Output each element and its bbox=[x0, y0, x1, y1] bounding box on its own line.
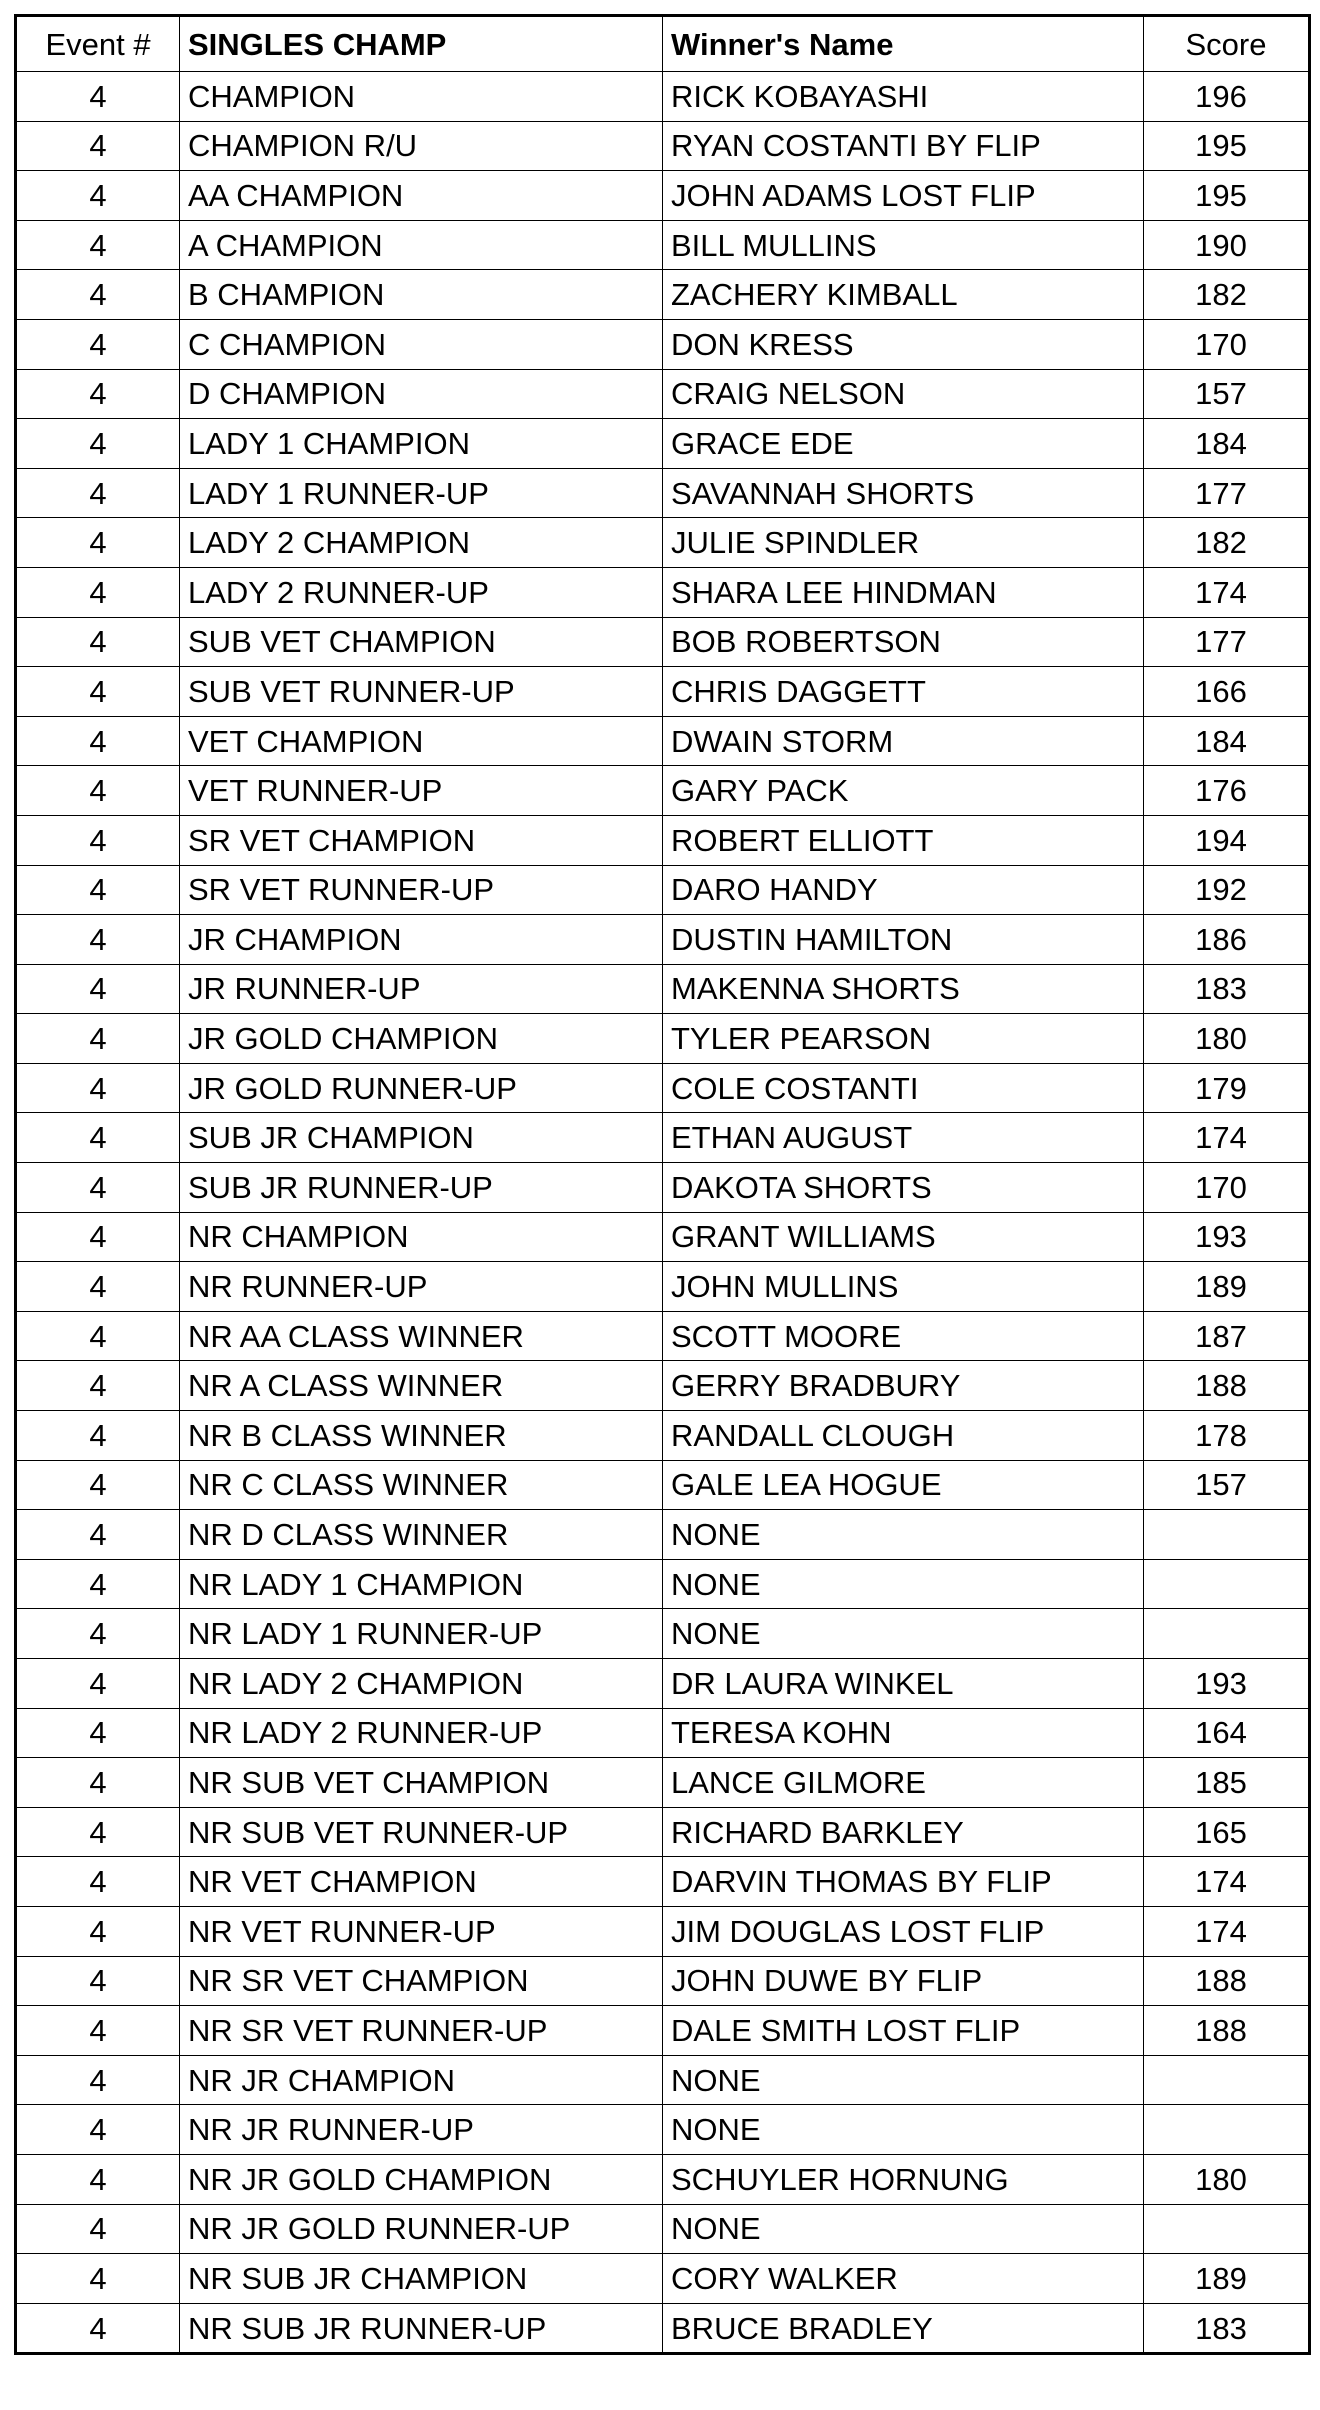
winner-name-cell: DARVIN THOMAS BY FLIP bbox=[663, 1857, 1144, 1907]
class-name-cell: A CHAMPION bbox=[180, 220, 663, 270]
table-row bbox=[16, 617, 1310, 667]
event-number-cell: 4 bbox=[16, 468, 180, 518]
score-cell: 195 bbox=[1144, 121, 1310, 171]
class-name-cell: NR VET RUNNER-UP bbox=[180, 1906, 663, 1956]
event-number-cell: 4 bbox=[16, 1113, 180, 1163]
score-cell: 180 bbox=[1144, 2154, 1310, 2204]
score-cell: 187 bbox=[1144, 1311, 1310, 1361]
results-table bbox=[14, 14, 1311, 2355]
winner-name-cell: ETHAN AUGUST bbox=[663, 1113, 1144, 1163]
score-cell: 174 bbox=[1144, 1113, 1310, 1163]
class-name-cell: NR RUNNER-UP bbox=[180, 1262, 663, 1312]
score-cell: 179 bbox=[1144, 1063, 1310, 1113]
class-name-cell: NR SR VET RUNNER-UP bbox=[180, 2006, 663, 2056]
class-name-cell: NR C CLASS WINNER bbox=[180, 1460, 663, 1510]
event-number-cell: 4 bbox=[16, 1510, 180, 1560]
score-cell bbox=[1144, 1510, 1310, 1560]
score-cell: 174 bbox=[1144, 1857, 1310, 1907]
winner-name-cell: DARO HANDY bbox=[663, 865, 1144, 915]
score-cell: 183 bbox=[1144, 2303, 1310, 2354]
score-cell: 164 bbox=[1144, 1708, 1310, 1758]
class-name-cell: NR A CLASS WINNER bbox=[180, 1361, 663, 1411]
event-number-cell: 4 bbox=[16, 1361, 180, 1411]
winner-name-cell: LANCE GILMORE bbox=[663, 1758, 1144, 1808]
event-number-cell: 4 bbox=[16, 2204, 180, 2254]
score-cell: 183 bbox=[1144, 964, 1310, 1014]
event-number-cell: 4 bbox=[16, 171, 180, 221]
winner-name-cell: GRANT WILLIAMS bbox=[663, 1212, 1144, 1262]
table-row bbox=[16, 1559, 1310, 1609]
table-row bbox=[16, 121, 1310, 171]
class-name-cell: JR GOLD CHAMPION bbox=[180, 1014, 663, 1064]
class-name-cell: LADY 1 CHAMPION bbox=[180, 419, 663, 469]
class-name-cell: NR JR GOLD RUNNER-UP bbox=[180, 2204, 663, 2254]
score-cell: 174 bbox=[1144, 567, 1310, 617]
score-cell: 165 bbox=[1144, 1807, 1310, 1857]
winner-name-cell: BRUCE BRADLEY bbox=[663, 2303, 1144, 2354]
header-row bbox=[16, 16, 1310, 72]
class-name-cell: JR RUNNER-UP bbox=[180, 964, 663, 1014]
class-name-cell: SUB VET RUNNER-UP bbox=[180, 667, 663, 717]
score-cell: 176 bbox=[1144, 766, 1310, 816]
event-number-cell: 4 bbox=[16, 220, 180, 270]
winner-name-cell: RICHARD BARKLEY bbox=[663, 1807, 1144, 1857]
event-number-cell: 4 bbox=[16, 319, 180, 369]
winner-name-cell: SCHUYLER HORNUNG bbox=[663, 2154, 1144, 2204]
event-number-cell: 4 bbox=[16, 2006, 180, 2056]
winner-name-cell: SCOTT MOORE bbox=[663, 1311, 1144, 1361]
table-row bbox=[16, 2105, 1310, 2155]
winner-name-cell: CHRIS DAGGETT bbox=[663, 667, 1144, 717]
table-row bbox=[16, 1311, 1310, 1361]
class-name-cell: LADY 1 RUNNER-UP bbox=[180, 468, 663, 518]
event-number-cell: 4 bbox=[16, 419, 180, 469]
winner-name-cell: SAVANNAH SHORTS bbox=[663, 468, 1144, 518]
class-name-cell: NR LADY 1 RUNNER-UP bbox=[180, 1609, 663, 1659]
class-name-cell: NR AA CLASS WINNER bbox=[180, 1311, 663, 1361]
winner-name-cell: COLE COSTANTI bbox=[663, 1063, 1144, 1113]
event-number-cell: 4 bbox=[16, 1063, 180, 1113]
class-name-cell: SR VET CHAMPION bbox=[180, 815, 663, 865]
winner-name-cell: NONE bbox=[663, 2105, 1144, 2155]
table-row bbox=[16, 171, 1310, 221]
class-name-cell: VET RUNNER-UP bbox=[180, 766, 663, 816]
class-name-cell: NR B CLASS WINNER bbox=[180, 1411, 663, 1461]
score-cell: 177 bbox=[1144, 468, 1310, 518]
event-number-cell: 4 bbox=[16, 1212, 180, 1262]
winner-name-cell: NONE bbox=[663, 1559, 1144, 1609]
winner-name-cell: SHARA LEE HINDMAN bbox=[663, 567, 1144, 617]
score-cell: 177 bbox=[1144, 617, 1310, 667]
winner-name-cell: DON KRESS bbox=[663, 319, 1144, 369]
event-number-cell: 4 bbox=[16, 1659, 180, 1709]
event-number-cell: 4 bbox=[16, 1857, 180, 1907]
class-name-cell: NR JR CHAMPION bbox=[180, 2055, 663, 2105]
class-name-cell: JR CHAMPION bbox=[180, 915, 663, 965]
class-name-cell: NR LADY 1 CHAMPION bbox=[180, 1559, 663, 1609]
score-cell: 188 bbox=[1144, 1956, 1310, 2006]
score-cell bbox=[1144, 2105, 1310, 2155]
class-name-cell: NR SUB JR CHAMPION bbox=[180, 2254, 663, 2304]
winner-name-cell: ZACHERY KIMBALL bbox=[663, 270, 1144, 320]
winner-name-cell: DAKOTA SHORTS bbox=[663, 1163, 1144, 1213]
event-number-cell: 4 bbox=[16, 1163, 180, 1213]
event-number-cell: 4 bbox=[16, 1906, 180, 1956]
winner-name-cell: JOHN DUWE BY FLIP bbox=[663, 1956, 1144, 2006]
class-name-cell: D CHAMPION bbox=[180, 369, 663, 419]
table-row bbox=[16, 270, 1310, 320]
winner-name-cell: DUSTIN HAMILTON bbox=[663, 915, 1144, 965]
class-name-cell: NR VET CHAMPION bbox=[180, 1857, 663, 1907]
event-number-cell: 4 bbox=[16, 1311, 180, 1361]
table-row bbox=[16, 865, 1310, 915]
table-row bbox=[16, 72, 1310, 122]
score-cell: 182 bbox=[1144, 270, 1310, 320]
event-number-cell: 4 bbox=[16, 1559, 180, 1609]
score-cell bbox=[1144, 1559, 1310, 1609]
winner-name-cell: NONE bbox=[663, 1510, 1144, 1560]
score-cell: 178 bbox=[1144, 1411, 1310, 1461]
winner-name-cell: DALE SMITH LOST FLIP bbox=[663, 2006, 1144, 2056]
event-number-cell: 4 bbox=[16, 964, 180, 1014]
score-cell: 184 bbox=[1144, 716, 1310, 766]
winner-name-cell: CRAIG NELSON bbox=[663, 369, 1144, 419]
table-row bbox=[16, 220, 1310, 270]
table-row bbox=[16, 1510, 1310, 1560]
table-row bbox=[16, 369, 1310, 419]
event-number-cell: 4 bbox=[16, 72, 180, 122]
event-number-cell: 4 bbox=[16, 815, 180, 865]
score-cell: 170 bbox=[1144, 319, 1310, 369]
winner-name-cell: TERESA KOHN bbox=[663, 1708, 1144, 1758]
winner-name-cell: JULIE SPINDLER bbox=[663, 518, 1144, 568]
winner-name-header: Winner's Name bbox=[663, 16, 1144, 72]
winner-name-cell: TYLER PEARSON bbox=[663, 1014, 1144, 1064]
winner-name-cell: JOHN ADAMS LOST FLIP bbox=[663, 171, 1144, 221]
table-row bbox=[16, 716, 1310, 766]
class-name-cell: NR SUB VET RUNNER-UP bbox=[180, 1807, 663, 1857]
winner-name-cell: NONE bbox=[663, 2055, 1144, 2105]
table-row bbox=[16, 518, 1310, 568]
event-number-cell: 4 bbox=[16, 865, 180, 915]
table-row bbox=[16, 1460, 1310, 1510]
score-cell: 188 bbox=[1144, 1361, 1310, 1411]
event-number-cell: 4 bbox=[16, 766, 180, 816]
table-row bbox=[16, 567, 1310, 617]
score-cell: 196 bbox=[1144, 72, 1310, 122]
class-name-cell: NR D CLASS WINNER bbox=[180, 1510, 663, 1560]
score-cell: 180 bbox=[1144, 1014, 1310, 1064]
class-name-cell: CHAMPION R/U bbox=[180, 121, 663, 171]
singles-champ-header: SINGLES CHAMP bbox=[180, 16, 663, 72]
score-cell: 194 bbox=[1144, 815, 1310, 865]
event-number-cell: 4 bbox=[16, 2254, 180, 2304]
event-number-cell: 4 bbox=[16, 270, 180, 320]
score-cell: 157 bbox=[1144, 1460, 1310, 1510]
table-row bbox=[16, 1906, 1310, 1956]
table-row bbox=[16, 2204, 1310, 2254]
class-name-cell: SUB JR RUNNER-UP bbox=[180, 1163, 663, 1213]
table-row bbox=[16, 1758, 1310, 1808]
winner-name-cell: RANDALL CLOUGH bbox=[663, 1411, 1144, 1461]
table-row bbox=[16, 2055, 1310, 2105]
event-number-cell: 4 bbox=[16, 2303, 180, 2354]
class-name-cell: VET CHAMPION bbox=[180, 716, 663, 766]
class-name-cell: NR LADY 2 CHAMPION bbox=[180, 1659, 663, 1709]
score-cell: 185 bbox=[1144, 1758, 1310, 1808]
table-row bbox=[16, 667, 1310, 717]
table-row bbox=[16, 1113, 1310, 1163]
event-number-cell: 4 bbox=[16, 1807, 180, 1857]
winner-name-cell: RICK KOBAYASHI bbox=[663, 72, 1144, 122]
table-row bbox=[16, 915, 1310, 965]
event-number-cell: 4 bbox=[16, 1014, 180, 1064]
score-cell: 182 bbox=[1144, 518, 1310, 568]
table-header bbox=[16, 16, 1310, 72]
event-number-cell: 4 bbox=[16, 1411, 180, 1461]
event-number-cell: 4 bbox=[16, 567, 180, 617]
score-cell: 186 bbox=[1144, 915, 1310, 965]
event-number-cell: 4 bbox=[16, 2055, 180, 2105]
score-header: Score bbox=[1144, 16, 1310, 72]
table-row bbox=[16, 1163, 1310, 1213]
score-cell: 193 bbox=[1144, 1212, 1310, 1262]
class-name-cell: NR SUB VET CHAMPION bbox=[180, 1758, 663, 1808]
event-number-cell: 4 bbox=[16, 369, 180, 419]
event-number-cell: 4 bbox=[16, 1460, 180, 1510]
class-name-cell: B CHAMPION bbox=[180, 270, 663, 320]
table-row bbox=[16, 1212, 1310, 1262]
class-name-cell: CHAMPION bbox=[180, 72, 663, 122]
table-row bbox=[16, 1411, 1310, 1461]
table-row bbox=[16, 319, 1310, 369]
score-cell bbox=[1144, 2055, 1310, 2105]
table-row bbox=[16, 815, 1310, 865]
class-name-cell: C CHAMPION bbox=[180, 319, 663, 369]
table-row bbox=[16, 1063, 1310, 1113]
event-number-cell: 4 bbox=[16, 1708, 180, 1758]
event-number-cell: 4 bbox=[16, 915, 180, 965]
winner-name-cell: NONE bbox=[663, 1609, 1144, 1659]
event-number-cell: 4 bbox=[16, 2105, 180, 2155]
event-number-header: Event # bbox=[16, 16, 180, 72]
class-name-cell: SUB JR CHAMPION bbox=[180, 1113, 663, 1163]
score-cell: 174 bbox=[1144, 1906, 1310, 1956]
score-cell: 170 bbox=[1144, 1163, 1310, 1213]
winner-name-cell: GERRY BRADBURY bbox=[663, 1361, 1144, 1411]
event-number-cell: 4 bbox=[16, 1609, 180, 1659]
winner-name-cell: ROBERT ELLIOTT bbox=[663, 815, 1144, 865]
event-number-cell: 4 bbox=[16, 667, 180, 717]
score-cell: 184 bbox=[1144, 419, 1310, 469]
winner-name-cell: MAKENNA SHORTS bbox=[663, 964, 1144, 1014]
winner-name-cell: JIM DOUGLAS LOST FLIP bbox=[663, 1906, 1144, 1956]
event-number-cell: 4 bbox=[16, 716, 180, 766]
table-row bbox=[16, 2303, 1310, 2354]
score-cell: 188 bbox=[1144, 2006, 1310, 2056]
event-number-cell: 4 bbox=[16, 1758, 180, 1808]
class-name-cell: SR VET RUNNER-UP bbox=[180, 865, 663, 915]
event-number-cell: 4 bbox=[16, 1956, 180, 2006]
table-row bbox=[16, 964, 1310, 1014]
class-name-cell: LADY 2 CHAMPION bbox=[180, 518, 663, 568]
event-number-cell: 4 bbox=[16, 518, 180, 568]
table-row bbox=[16, 1014, 1310, 1064]
winner-name-cell: CORY WALKER bbox=[663, 2254, 1144, 2304]
class-name-cell: SUB VET CHAMPION bbox=[180, 617, 663, 667]
table-row bbox=[16, 1708, 1310, 1758]
table-row bbox=[16, 1807, 1310, 1857]
winner-name-cell: BOB ROBERTSON bbox=[663, 617, 1144, 667]
winner-name-cell: DR LAURA WINKEL bbox=[663, 1659, 1144, 1709]
event-number-cell: 4 bbox=[16, 121, 180, 171]
winner-name-cell: RYAN COSTANTI BY FLIP bbox=[663, 121, 1144, 171]
class-name-cell: LADY 2 RUNNER-UP bbox=[180, 567, 663, 617]
table-row bbox=[16, 1361, 1310, 1411]
table-row bbox=[16, 2006, 1310, 2056]
table-row bbox=[16, 2154, 1310, 2204]
table-row bbox=[16, 1659, 1310, 1709]
winner-name-cell: NONE bbox=[663, 2204, 1144, 2254]
winner-name-cell: JOHN MULLINS bbox=[663, 1262, 1144, 1312]
table-body bbox=[16, 72, 1310, 2354]
class-name-cell: NR JR RUNNER-UP bbox=[180, 2105, 663, 2155]
table-row bbox=[16, 766, 1310, 816]
table-row bbox=[16, 468, 1310, 518]
table-row bbox=[16, 1956, 1310, 2006]
table-row bbox=[16, 1857, 1310, 1907]
class-name-cell: JR GOLD RUNNER-UP bbox=[180, 1063, 663, 1113]
winner-name-cell: GRACE EDE bbox=[663, 419, 1144, 469]
table-row bbox=[16, 2254, 1310, 2304]
winner-name-cell: GALE LEA HOGUE bbox=[663, 1460, 1144, 1510]
score-cell: 195 bbox=[1144, 171, 1310, 221]
score-cell bbox=[1144, 2204, 1310, 2254]
class-name-cell: NR CHAMPION bbox=[180, 1212, 663, 1262]
event-number-cell: 4 bbox=[16, 617, 180, 667]
score-cell: 192 bbox=[1144, 865, 1310, 915]
score-cell: 166 bbox=[1144, 667, 1310, 717]
winner-name-cell: BILL MULLINS bbox=[663, 220, 1144, 270]
score-cell: 193 bbox=[1144, 1659, 1310, 1709]
score-cell bbox=[1144, 1609, 1310, 1659]
score-cell: 189 bbox=[1144, 2254, 1310, 2304]
class-name-cell: NR LADY 2 RUNNER-UP bbox=[180, 1708, 663, 1758]
winner-name-cell: GARY PACK bbox=[663, 766, 1144, 816]
table-row bbox=[16, 1609, 1310, 1659]
event-number-cell: 4 bbox=[16, 2154, 180, 2204]
score-cell: 190 bbox=[1144, 220, 1310, 270]
score-cell: 157 bbox=[1144, 369, 1310, 419]
class-name-cell: NR SR VET CHAMPION bbox=[180, 1956, 663, 2006]
score-cell: 189 bbox=[1144, 1262, 1310, 1312]
class-name-cell: AA CHAMPION bbox=[180, 171, 663, 221]
table-row bbox=[16, 419, 1310, 469]
class-name-cell: NR SUB JR RUNNER-UP bbox=[180, 2303, 663, 2354]
table-row bbox=[16, 1262, 1310, 1312]
class-name-cell: NR JR GOLD CHAMPION bbox=[180, 2154, 663, 2204]
event-number-cell: 4 bbox=[16, 1262, 180, 1312]
winner-name-cell: DWAIN STORM bbox=[663, 716, 1144, 766]
